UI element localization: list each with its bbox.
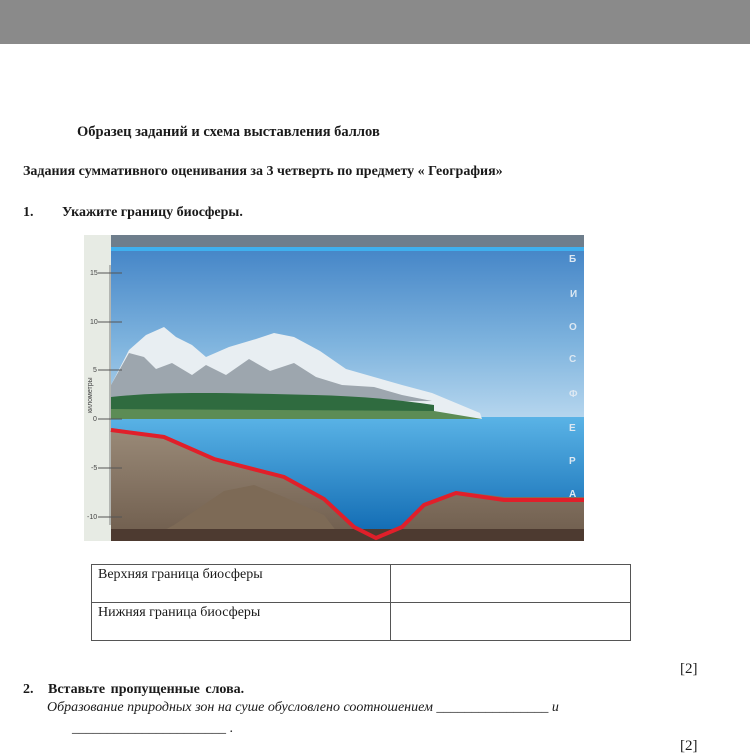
- side-letter-2: И: [570, 289, 578, 300]
- biosphere-diagram: [84, 235, 584, 541]
- tick-label-5: 5: [93, 367, 97, 374]
- side-letter-1: Б: [569, 254, 577, 265]
- question-1-score: [2]: [680, 661, 698, 677]
- tick-label-15: 15: [90, 270, 98, 277]
- table-row: [92, 603, 631, 641]
- side-letter-6: Е: [569, 423, 576, 434]
- tick-label-minus10: -10: [87, 514, 98, 521]
- question-2-continuation: ______________________ .: [72, 721, 233, 736]
- question-2-number: 2.: [23, 682, 34, 697]
- upper-atmosphere-band: [111, 235, 584, 247]
- side-letter-7: Р: [569, 456, 576, 467]
- question-2-text: Вставьте пропущенные слова.: [48, 682, 245, 697]
- question-1-text: Укажите границу биосферы.: [62, 205, 243, 220]
- question-2-body: Образование природных зон на суше обусловлено соотношением ________________ и: [47, 700, 559, 715]
- lower-boundary-answer-cell[interactable]: [391, 603, 631, 641]
- biosphere-boundary-table: [91, 564, 631, 641]
- upper-boundary-label: Верхняя граница биосферы: [92, 565, 391, 603]
- side-letter-3: О: [569, 322, 577, 333]
- document-subheading: Задания суммативного оценивания за 3 четверть по предмету « География»: [23, 164, 503, 179]
- upper-boundary-answer-cell[interactable]: [391, 565, 631, 603]
- table-row: [92, 565, 631, 603]
- tick-label-0: 0: [93, 416, 97, 423]
- ozone-line: [111, 247, 584, 251]
- tick-label-10: 10: [90, 319, 98, 326]
- tick-label-minus5: -5: [91, 465, 98, 472]
- side-letter-8: А: [569, 489, 577, 500]
- side-letter-5: Ф: [569, 389, 578, 400]
- side-letter-4: С: [569, 354, 577, 365]
- axis-title: километры: [87, 377, 94, 413]
- document-heading: Образец заданий и схема выставления баллов: [77, 124, 380, 140]
- deep-layer: [111, 529, 584, 541]
- top-toolbar-bar: [0, 0, 750, 44]
- question-2-score: [2]: [680, 738, 698, 754]
- question-1-number: 1.: [23, 205, 34, 220]
- lower-boundary-label: Нижняя граница биосферы: [92, 603, 391, 641]
